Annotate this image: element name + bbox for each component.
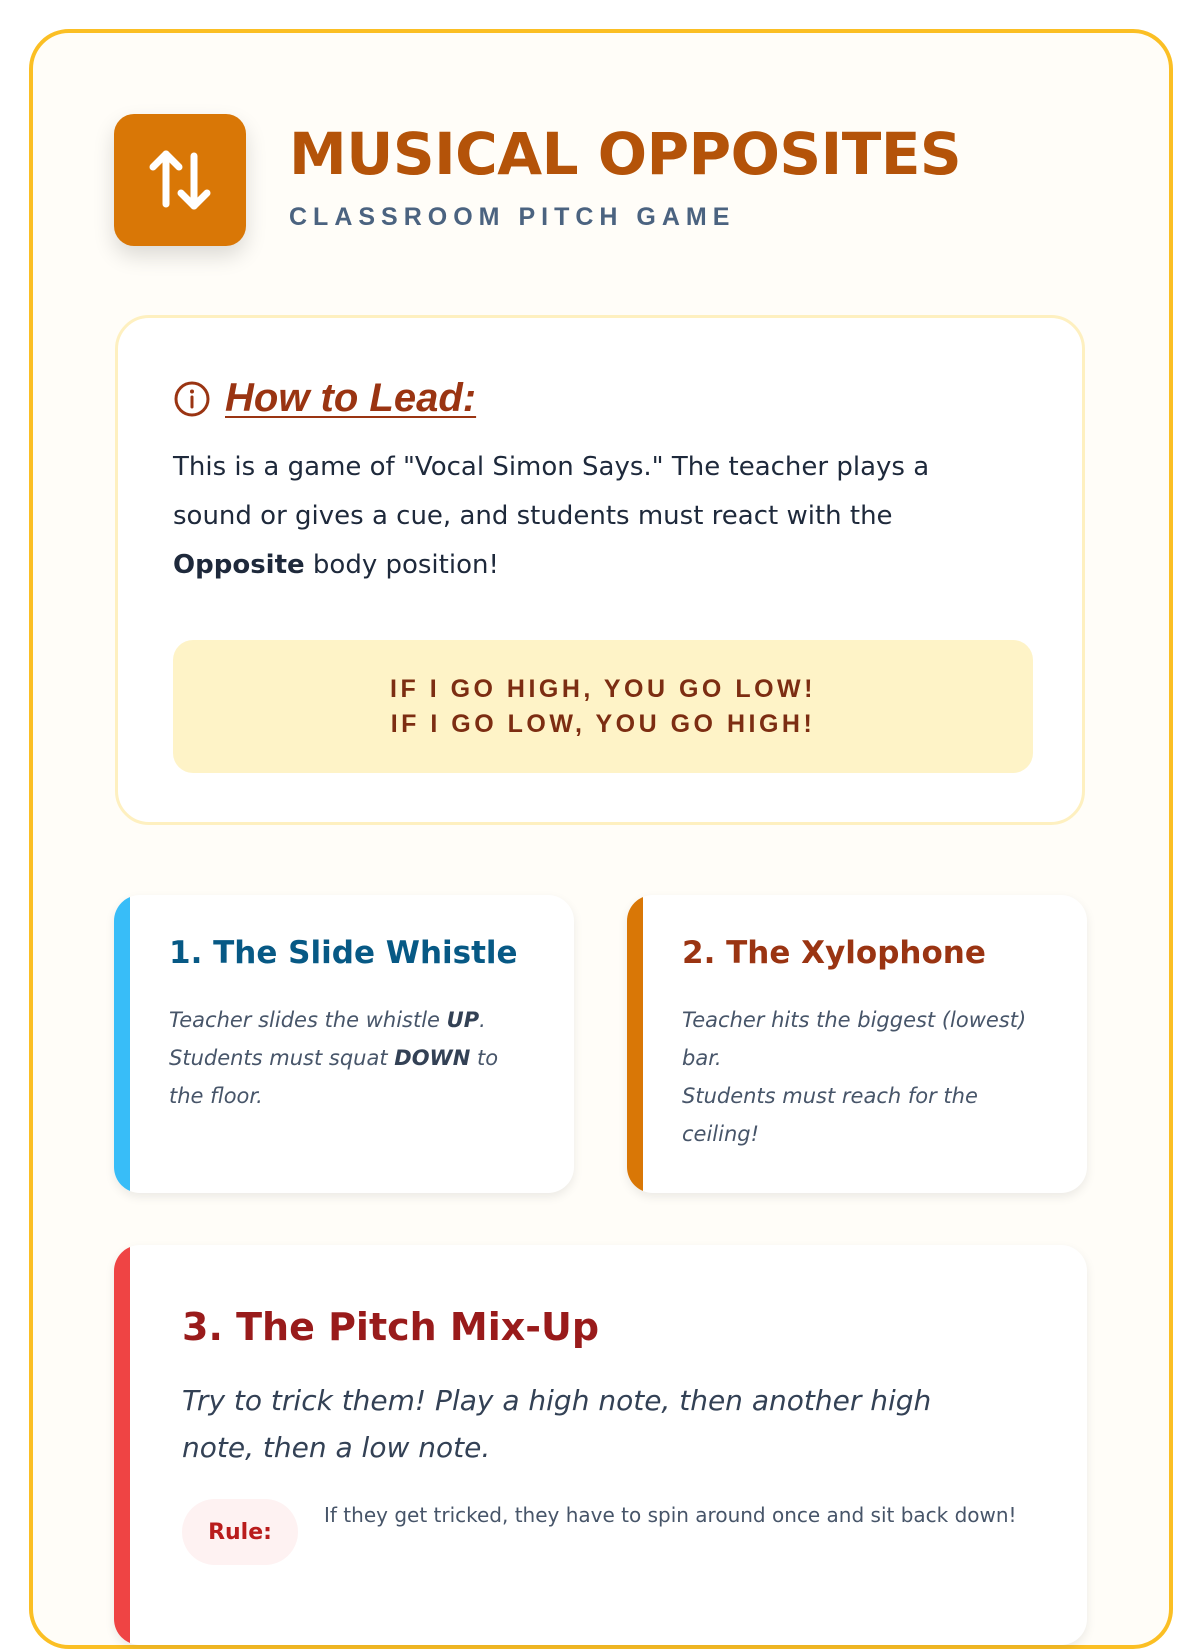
step-description — [169, 1001, 529, 1115]
rule-badge: Rule: — [182, 1499, 298, 1565]
step-card-slide-whistle — [114, 895, 574, 1193]
rule-text: If they get tricked, they have to spin around once and sit back down! — [324, 1503, 1017, 1527]
step-text-emphasis: UP — [446, 1008, 480, 1032]
card-accent-bar — [114, 1245, 130, 1645]
step-title: 2. The Xylophone — [682, 935, 986, 971]
step-text: Teacher slides the whistle — [169, 1008, 447, 1032]
how-to-lead-text — [173, 443, 973, 590]
step-text-emphasis: DOWN — [394, 1046, 471, 1070]
page-title: MUSICAL OPPOSITES — [289, 120, 962, 188]
lead-text-part: This is a game of "Vocal Simon Says." The teacher plays a sound or gives a cue, and students must react with the — [173, 452, 930, 531]
page-subtitle: CLASSROOM PITCH GAME — [289, 203, 736, 231]
step-text: Students must squat — [169, 1046, 395, 1070]
step-description: Try to trick them! Play a high note, then another high note, then a low note. — [182, 1384, 932, 1464]
how-to-lead-card — [115, 315, 1085, 825]
chant-line-1: IF I GO HIGH, YOU GO LOW! — [390, 674, 816, 703]
lead-text-part: body position! — [304, 550, 499, 580]
info-icon — [173, 380, 211, 418]
card-accent-bar — [627, 895, 643, 1193]
step-title: 3. The Pitch Mix-Up — [182, 1305, 600, 1349]
step-text: . — [479, 1008, 486, 1032]
logo-tile — [114, 114, 246, 246]
step-card-xylophone — [627, 895, 1087, 1193]
chant-banner — [173, 640, 1033, 773]
how-to-lead-heading — [173, 376, 476, 421]
step-card-pitch-mix-up — [114, 1245, 1087, 1645]
step-description — [682, 1001, 1052, 1153]
up-down-arrows-icon — [142, 142, 218, 218]
how-to-lead-title: How to Lead: — [225, 376, 477, 420]
step-title: 1. The Slide Whistle — [169, 935, 518, 971]
lead-text-emphasis: Opposite — [173, 550, 305, 580]
chant-line-2: IF I GO LOW, YOU GO HIGH! — [390, 709, 816, 738]
step-text: to the floor. — [169, 1046, 499, 1108]
card-accent-bar — [114, 895, 130, 1193]
step-text: Students must reach for the ceiling! — [682, 1084, 978, 1146]
step-text: Teacher hits the biggest (lowest) bar. — [682, 1008, 1027, 1070]
